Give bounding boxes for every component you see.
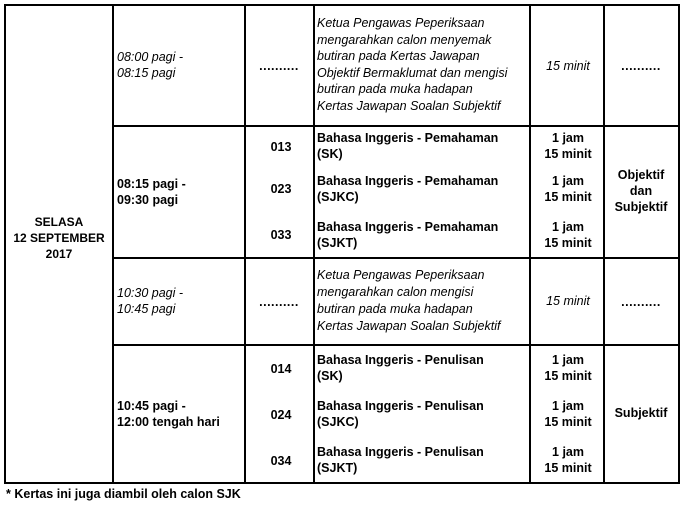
session-1-instruction: Ketua Pengawas Peperiksaan mengarahkan calon menyemak butiran pada Kertas Jawapan Objektif Bermaklumat dan mengisi butiran pada muka hadapan Kertas Jawapan Soalan Subjektif: [317, 16, 508, 113]
paper-duration: 1 jam 15 minit: [544, 220, 592, 250]
paper-code: 023: [270, 182, 292, 196]
paper-code: 034: [270, 454, 292, 468]
session-3-instruction: Ketua Pengawas Peperiksaan mengarahkan calon mengisi butiran pada muka hadapan Kertas Jawapan Soalan Subjektif: [317, 268, 501, 333]
session-2-type: Objektif dan Subjektif: [614, 168, 668, 214]
paper-subject: Bahasa Inggeris - Penulisan (SJKT): [317, 445, 484, 475]
session-1-duration: 15 minit: [546, 59, 590, 73]
day-date: 12 SEPTEMBER: [13, 231, 105, 245]
day-cell: [6, 214, 112, 262]
paper-subject: Bahasa Inggeris - Pemahaman (SJKT): [317, 220, 499, 250]
paper-code: 014: [270, 362, 292, 376]
session-1-code: ..........: [259, 59, 299, 73]
paper-code: 013: [270, 140, 292, 154]
session-3-type: ..........: [621, 295, 661, 309]
day-year: 2017: [45, 247, 73, 261]
paper-code: 024: [270, 408, 292, 422]
session-4-type: Subjektif: [614, 406, 668, 420]
paper-code: 033: [270, 228, 292, 242]
session-2-time: 08:15 pagi - 09:30 pagi: [117, 177, 186, 207]
paper-duration: 1 jam 15 minit: [544, 353, 592, 383]
paper-duration: 1 jam 15 minit: [544, 131, 592, 161]
session-4-time: 10:45 pagi - 12:00 tengah hari: [117, 399, 220, 429]
footnote: * Kertas ini juga diambil oleh calon SJK: [6, 487, 241, 501]
paper-subject: Bahasa Inggeris - Penulisan (SK): [317, 353, 484, 383]
paper-subject: Bahasa Inggeris - Penulisan (SJKC): [317, 399, 484, 429]
session-1-time: 08:00 pagi - 08:15 pagi: [117, 50, 184, 80]
paper-duration: 1 jam 15 minit: [544, 174, 592, 204]
session-3-time: 10:30 pagi - 10:45 pagi: [117, 286, 184, 316]
day-name: SELASA: [34, 215, 84, 229]
paper-subject: Bahasa Inggeris - Pemahaman (SK): [317, 131, 499, 161]
session-3-duration: 15 minit: [546, 294, 590, 308]
paper-subject: Bahasa Inggeris - Pemahaman (SJKC): [317, 174, 499, 204]
session-1-type: ..........: [621, 59, 661, 73]
paper-duration: 1 jam 15 minit: [544, 445, 592, 475]
session-3-code: ..........: [259, 295, 299, 309]
paper-duration: 1 jam 15 minit: [544, 399, 592, 429]
